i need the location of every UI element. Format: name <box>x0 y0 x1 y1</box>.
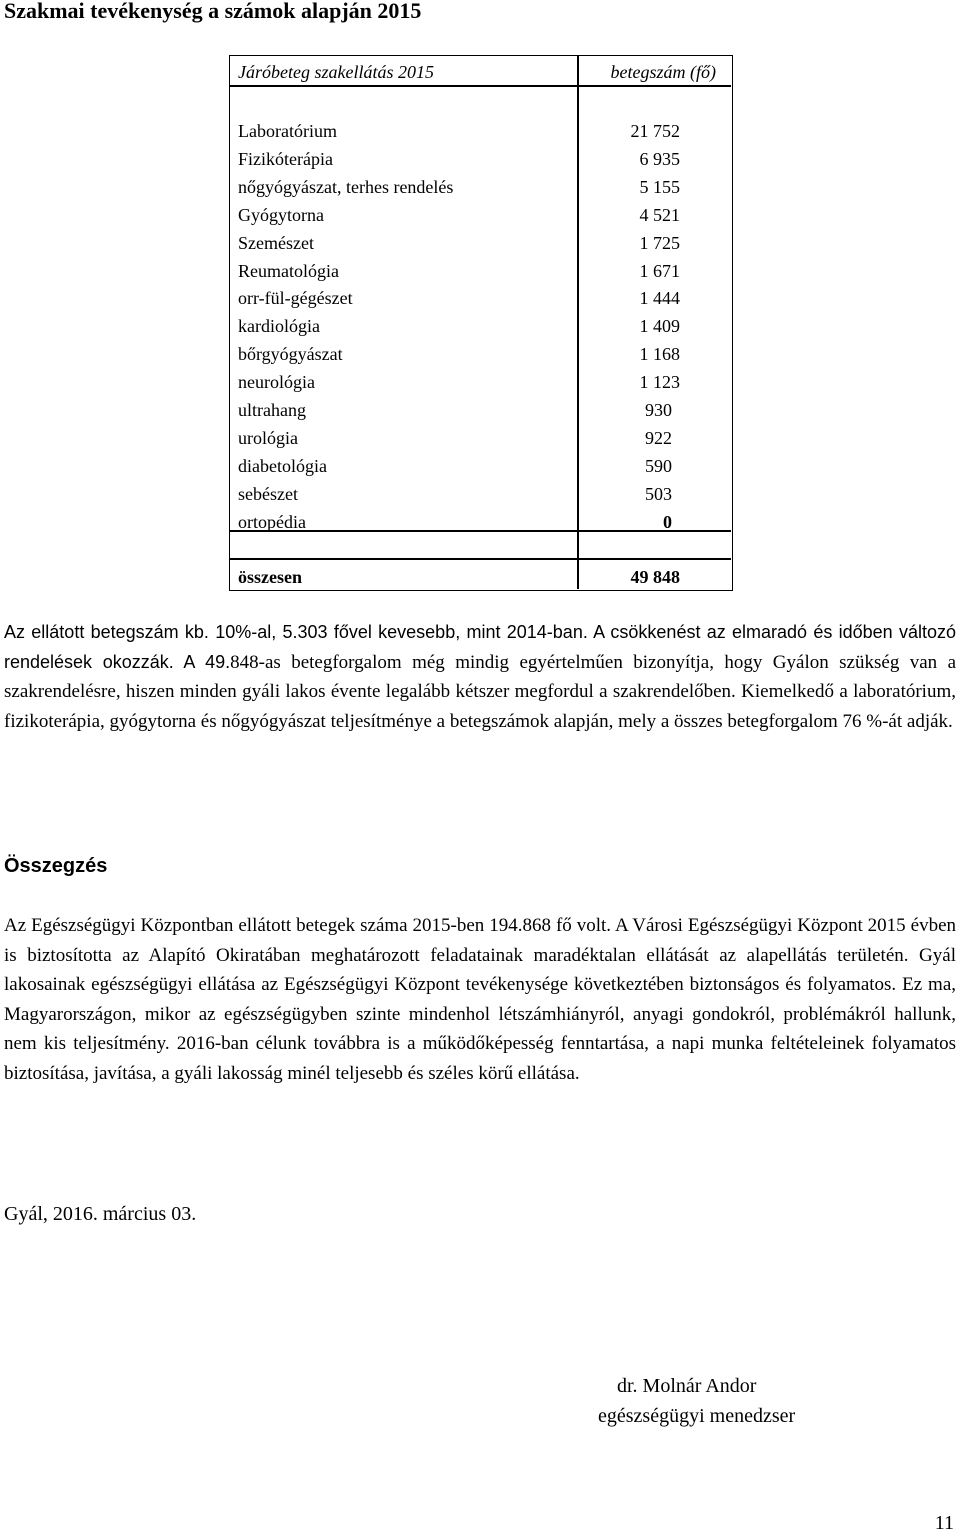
table-row-value: 1 671 <box>639 260 680 281</box>
paragraph-analysis-part1: Az ellátott betegszám kb. 10%-al, 5.303 fővel kevesebb, mint 2014-ban. A csökkenést az elmaradó és időben változó rendelések okozzák. A 49. <box>4 622 956 672</box>
table-row-label: nőgyógyászat, terhes rendelés <box>238 176 454 197</box>
table-row-value: 930 <box>645 400 672 420</box>
patient-count-table <box>229 55 733 591</box>
paragraph-analysis-part3: Kiemelkedő a laboratórium, fizikoterápia, gyógytorna és nőgyógyászat teljesítménye a betegszámok alapján, mely a összes betegforgalom 76 %-át adják. <box>4 681 956 732</box>
table-row-label: sebészet <box>238 483 298 504</box>
table-header-value: betegszám (fő) <box>610 62 716 82</box>
page-heading: Szakmai tevékenység a számok alapján 2015 <box>4 0 422 23</box>
signature-title: egészségügyi menedzser <box>598 1405 796 1427</box>
table-row-value: 1 123 <box>639 372 680 393</box>
table-row-value: 1 409 <box>639 316 680 337</box>
table-total-divider <box>230 558 731 560</box>
table-row-value: 590 <box>645 455 672 476</box>
table-row-value: 6 935 <box>639 148 680 169</box>
page-number: 11 <box>934 1512 954 1534</box>
table-row-value: 21 752 <box>630 121 680 141</box>
table-row-label: Reumatológia <box>238 260 339 281</box>
table-row-value: 0 <box>663 511 672 532</box>
table-row-label: bőrgyógyászat <box>238 344 343 365</box>
table-row-label: Laboratórium <box>238 121 337 141</box>
signature-name: dr. Molnár Andor <box>617 1375 757 1397</box>
paragraph-analysis-part2: 848-as betegforgalom még mindig egyértelműen bizonyítja, hogy Gyálon szükség van a szakrendelésre, hiszen minden gyáli lakos évente legalább kétszer megfordul a szakrendelőben. <box>4 651 957 702</box>
table-row-value: 5 155 <box>639 176 680 197</box>
table-row-label: Gyógytorna <box>238 204 324 225</box>
table-column-divider <box>577 56 579 589</box>
table-row-label: diabetológia <box>238 455 327 476</box>
table-row-value: 4 521 <box>639 204 680 225</box>
table-row-label: Fizikóterápia <box>238 148 333 169</box>
summary-paragraph: Az Egészségügyi Központban ellátott betegek száma 2015-ben 194.868 fő volt. A Városi Egészségügyi Központ 2015 évben is biztosította az Alapító Okiratában meghatározott feladatainak maradéktalan ellátását az alapellátás területén. Gyál lakosainak egészségügyi ellátása az Egészségügyi Központ tevékenysége következtében biztonságos és folyamatos. Ez ma, Magyarországon, mikor az egészségügyben szinte mindenhol létszámhiányról, anyagi gondokról, problémákról hallunk, nem kis teljesítmény. 2016-ban célunk továbbra is a működőképesség fenntartása, a napi munka feltételeinek folyamatos biztosítása, javítása, a gyáli lakosság minél teljesebb és széles körű ellátása. <box>4 915 956 1084</box>
date-line: Gyál, 2016. március 03. <box>4 1203 197 1225</box>
table-row-value: 922 <box>645 427 672 448</box>
table-total-label: összesen <box>238 567 302 587</box>
table-row-value: 1 168 <box>639 344 680 365</box>
table-row-label: urológia <box>238 427 298 448</box>
table-row-label: neurológia <box>238 372 315 393</box>
table-header-divider <box>230 85 731 87</box>
paragraph-analysis <box>4 618 956 736</box>
table-row-label: ultrahang <box>238 400 306 420</box>
summary-heading: Összegzés <box>4 855 108 877</box>
table-row-label: ortopédia <box>238 511 306 532</box>
table-header-label: Járóbeteg szakellátás 2015 <box>238 62 434 82</box>
table-row-value: 1 444 <box>639 288 680 309</box>
table-row-value: 503 <box>645 483 672 504</box>
table-total-value: 49 848 <box>630 567 680 587</box>
table-row-label: kardiológia <box>238 316 320 337</box>
table-row-value: 1 725 <box>639 232 680 253</box>
table-row-label: orr-fül-gégészet <box>238 288 353 309</box>
table-row-label: Szemészet <box>238 232 314 253</box>
